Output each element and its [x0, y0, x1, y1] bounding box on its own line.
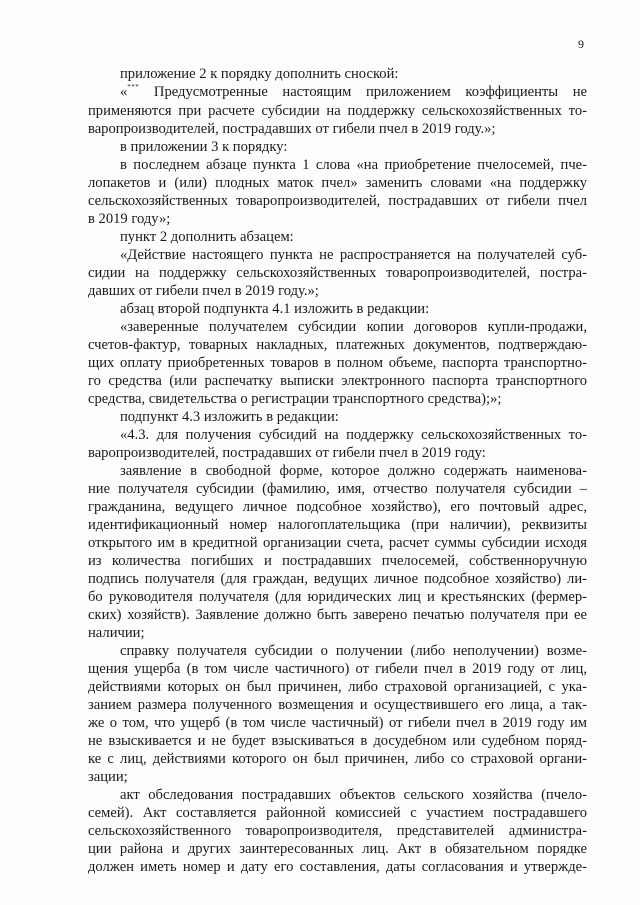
text-line: подпись получателя (для граждан, ведущих личное подсобное хозяйство) ли- — [88, 571, 587, 587]
text-line: не взыскивается и не будет взыскиваться в досудебном или судебном поряд- — [88, 733, 587, 749]
text-line: подпункт 4.3 изложить в редакции: — [120, 409, 339, 425]
text-line: приложение 2 к порядку дополнить сноской: — [120, 66, 399, 82]
text-line: справку получателя субсидии о получении (либо неполучении) возме- — [120, 643, 587, 659]
footnote-quote: «*** — [120, 84, 140, 100]
text-line: открытого им в кредитной организации счета, расчет суммы субсидии исходя — [88, 535, 587, 551]
text-line: счетов-фактур, товарных накладных, платежных документов, подтверждаю- — [88, 337, 587, 353]
text-line: го средства (или распечатку выписки электронного паспорта транспортного — [88, 373, 587, 389]
text-line: гражданина, ведущего личное подсобное хозяйство), его почтовый адрес, — [88, 499, 587, 515]
text-line: в последнем абзаце пункта 1 слова «на приобретение пчелосемей, пче- — [120, 157, 587, 173]
text-line: должен иметь номер и дату его составления, даты согласования и утвержде- — [88, 859, 587, 875]
text-line: лопакетов и (или) плодных маток пчел» заменить словами «на поддержку — [88, 175, 587, 191]
text-line: зации; — [88, 769, 128, 785]
text-line: щения ущерба (в том числе частичного) от гибели пчел в 2019 году от лиц, — [88, 661, 587, 677]
text-line: семей). Акт составляется районной комиссией с участием пострадавшего — [88, 805, 587, 821]
text-line: же о том, что ущерб (в том числе частичный) от гибели пчел в 2019 году им — [88, 715, 587, 731]
text-line: варопроизводителей, пострадавших от гибели пчел в 2019 году: — [88, 445, 486, 461]
text-line: акт обследования пострадавших объектов сельского хозяйства (пчело- — [120, 787, 587, 803]
text-line: заявление в свободной форме, которое должно содержать наименова- — [120, 463, 587, 479]
text-line: ние получателя субсидии (фамилию, имя, отчество получателя субсидии – — [88, 481, 587, 497]
text-line: давших от гибели пчел в 2019 году.»; — [88, 283, 319, 299]
text-line: сидии на поддержку сельскохозяйственных товаропроизводителей, постра- — [88, 265, 587, 281]
text-line: пункт 2 дополнить абзацем: — [120, 229, 294, 245]
text-line: ции района и других заинтересованных лиц. Акт в обязательном порядке — [88, 841, 587, 857]
text-line: сельскохозяйственного товаропроизводителя, представителей администра- — [88, 823, 587, 839]
text-line: щих оплату приобретенных товаров в полном объеме, паспорта транспортно- — [88, 355, 587, 371]
text-line: в приложении 3 к порядку: — [120, 139, 288, 155]
text-line: занием размера полученного возмещения и осуществившего его лица, а так- — [88, 697, 587, 713]
text-line: «Действие настоящего пункта не распространяется на получателей суб- — [120, 247, 587, 263]
text-line — [120, 84, 587, 103]
text-line: ке с лиц, действиями которого он был причинен, либо со страховой органи- — [88, 751, 587, 767]
text-line: действиями которых он был причинен, либо страховой организацией, с ука- — [88, 679, 587, 695]
text-line: средства, свидетельства о регистрации транспортного средства);»; — [88, 391, 502, 407]
text-line: сельскохозяйственных товаропроизводителей, пострадавших от гибели пчел — [88, 193, 587, 209]
text-line: в 2019 году»; — [88, 211, 171, 227]
text-line: «4.3. для получения субсидий на поддержку сельскохозяйственных то- — [120, 427, 587, 443]
page-number: 9 — [578, 37, 584, 51]
text-line-content: Предусмотренные настоящим приложением коэффициенты не — [153, 84, 587, 100]
text-line: из количества погибших и пострадавших пчелосемей, собственноручную — [88, 553, 587, 569]
text-line: применяются при расчете субсидии на поддержку сельскохозяйственных то- — [88, 103, 587, 119]
text-line: абзац второй подпункта 4.1 изложить в редакции: — [120, 301, 430, 317]
footnote-mark: *** — [127, 84, 140, 91]
text-line: «заверенные получателем субсидии копии договоров купли-продажи, — [120, 319, 587, 335]
text-line: наличии; — [88, 625, 145, 641]
text-line: идентификационный номер налогоплательщика (при наличии), реквизиты — [88, 517, 587, 533]
text-line: ских) хозяйств). Заявление должно быть заверено печатью получателя при ее — [88, 607, 587, 623]
text-line: бо руководителя получателя (для юридических лиц и крестьянских (фермер- — [88, 589, 587, 605]
text-line: варопроизводителей, пострадавших от гибели пчел в 2019 году.»; — [88, 121, 496, 137]
